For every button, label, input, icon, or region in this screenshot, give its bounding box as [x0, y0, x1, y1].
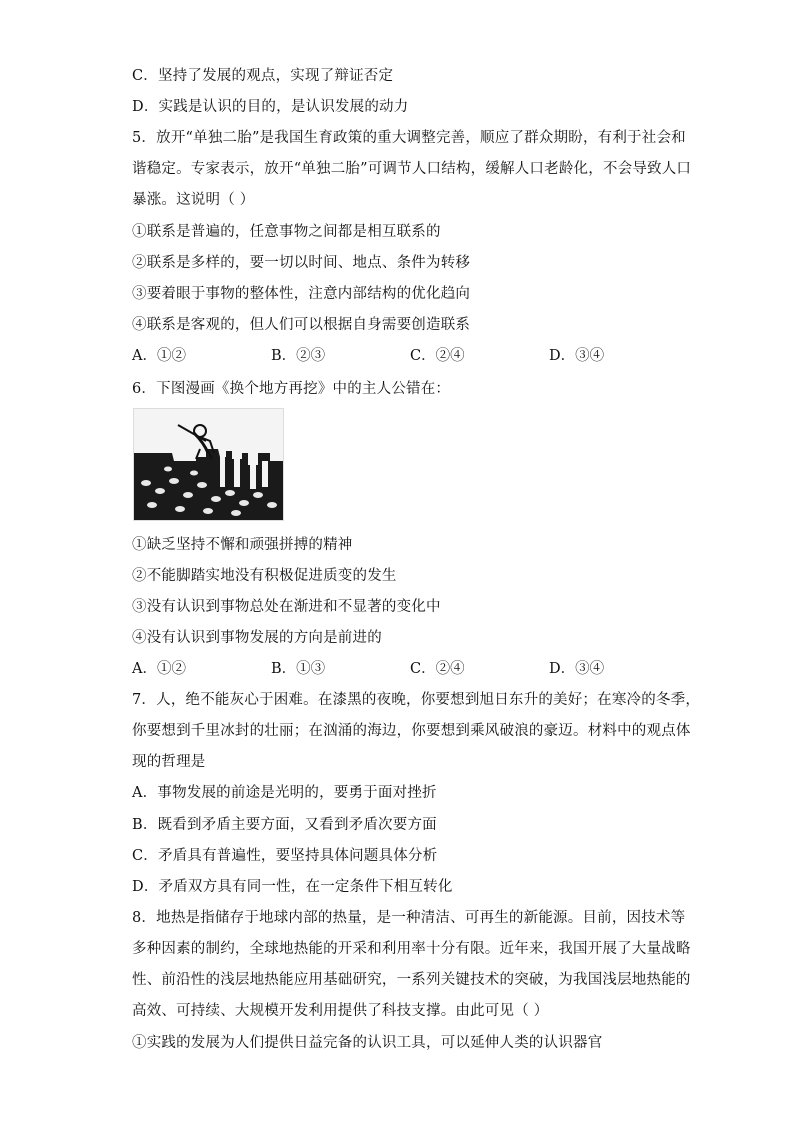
q6-stem: 6．下图漫画《换个地方再挖》中的主人公错在： — [132, 381, 451, 397]
q4-option-d: D．实践是认识的目的，是认识发展的动力 — [132, 99, 409, 115]
q6-choice-d: D．③④ — [549, 661, 605, 677]
q5-stem-line-1: 5．放开“单独二胎”是我国生育政策的重大调整完善，顺应了群众期盼，有利于社会和 — [132, 130, 686, 146]
q5-choice-d: D．③④ — [549, 348, 605, 364]
q7-stem-line-3: 现的哲理是 — [132, 754, 206, 770]
q6-item-4: ④没有认识到事物发展的方向是前进的 — [132, 630, 382, 646]
q8-stem-line-1: 8．地热是指储存于地球内部的热量，是一种清洁、可再生的新能源。目前，因技术等 — [132, 910, 686, 926]
q5-item-1: ①联系是普遍的，任意事物之间都是相互联系的 — [132, 224, 441, 240]
q7-option-b: B．既看到矛盾主要方面，又看到矛盾次要方面 — [132, 817, 437, 833]
q5-item-3: ③要着眼于事物的整体性，注意内部结构的优化趋向 — [132, 286, 471, 302]
q8-item-1: ①实践的发展为人们提供日益完备的认识工具，可以延伸人类的认识器官 — [132, 1035, 603, 1051]
q8-stem-line-4: 高效、可持续、大规模开发利用提供了科技支撑。由此可见（ ） — [132, 1003, 549, 1019]
q5-choice-a: A．①② — [132, 348, 186, 364]
q5-item-2: ②联系是多样的，要一切以时间、地点、条件为转移 — [132, 255, 471, 271]
cartoon-image — [133, 408, 284, 521]
q6-choices — [132, 659, 692, 679]
q7-stem-line-2: 你要想到千里冰封的壮丽；在汹涌的海边，你要想到乘风破浪的豪迈。材料中的观点体 — [132, 723, 691, 739]
q7-option-a: A．事物发展的前途是光明的，要勇于面对挫折 — [132, 785, 437, 801]
q6-item-3: ③没有认识到事物总处在渐进和不显著的变化中 — [132, 599, 441, 615]
cartoon-digger-illustration — [134, 409, 283, 520]
q7-option-d: D．矛盾双方具有同一性，在一定条件下相互转化 — [132, 879, 453, 895]
q6-item-2: ②不能脚踏实地没有积极促进质变的发生 — [132, 568, 397, 584]
q5-choice-c: C．②④ — [410, 348, 465, 364]
q7-option-c: C．矛盾具有普遍性，要坚持具体问题具体分析 — [132, 848, 438, 864]
q8-stem-line-2: 多种因素的制约，全球地热能的开采和利用率十分有限。近年来，我国开展了大量战略 — [132, 941, 691, 957]
q7-stem-line-1: 7．人，绝不能灰心于困难。在漆黑的夜晚，你要想到旭日东升的美好；在寒冷的冬季， — [132, 692, 701, 708]
q6-choice-a: A．①② — [132, 661, 186, 677]
q5-item-4: ④联系是客观的，但人们可以根据自身需要创造联系 — [132, 317, 471, 333]
q5-stem-line-2: 谐稳定。专家表示，放开“单独二胎”可调节人口结构，缓解人口老龄化，不会导致人口 — [132, 161, 692, 177]
q5-stem-line-3: 暴涨。这说明（ ） — [132, 192, 255, 208]
q6-choice-c: C．②④ — [410, 661, 465, 677]
q4-option-c: C．坚持了发展的观点，实现了辩证否定 — [132, 68, 394, 84]
q6-choice-b: B．①③ — [271, 661, 326, 677]
q5-choice-b: B．②③ — [271, 348, 326, 364]
q6-item-1: ①缺乏坚持不懈和顽强拼搏的精神 — [132, 537, 353, 553]
q5-choices — [132, 346, 692, 366]
q8-stem-line-3: 性、前沿性的浅层地热能应用基础研究，一系列关键技术的突破，为我国浅层地热能的 — [132, 972, 691, 988]
